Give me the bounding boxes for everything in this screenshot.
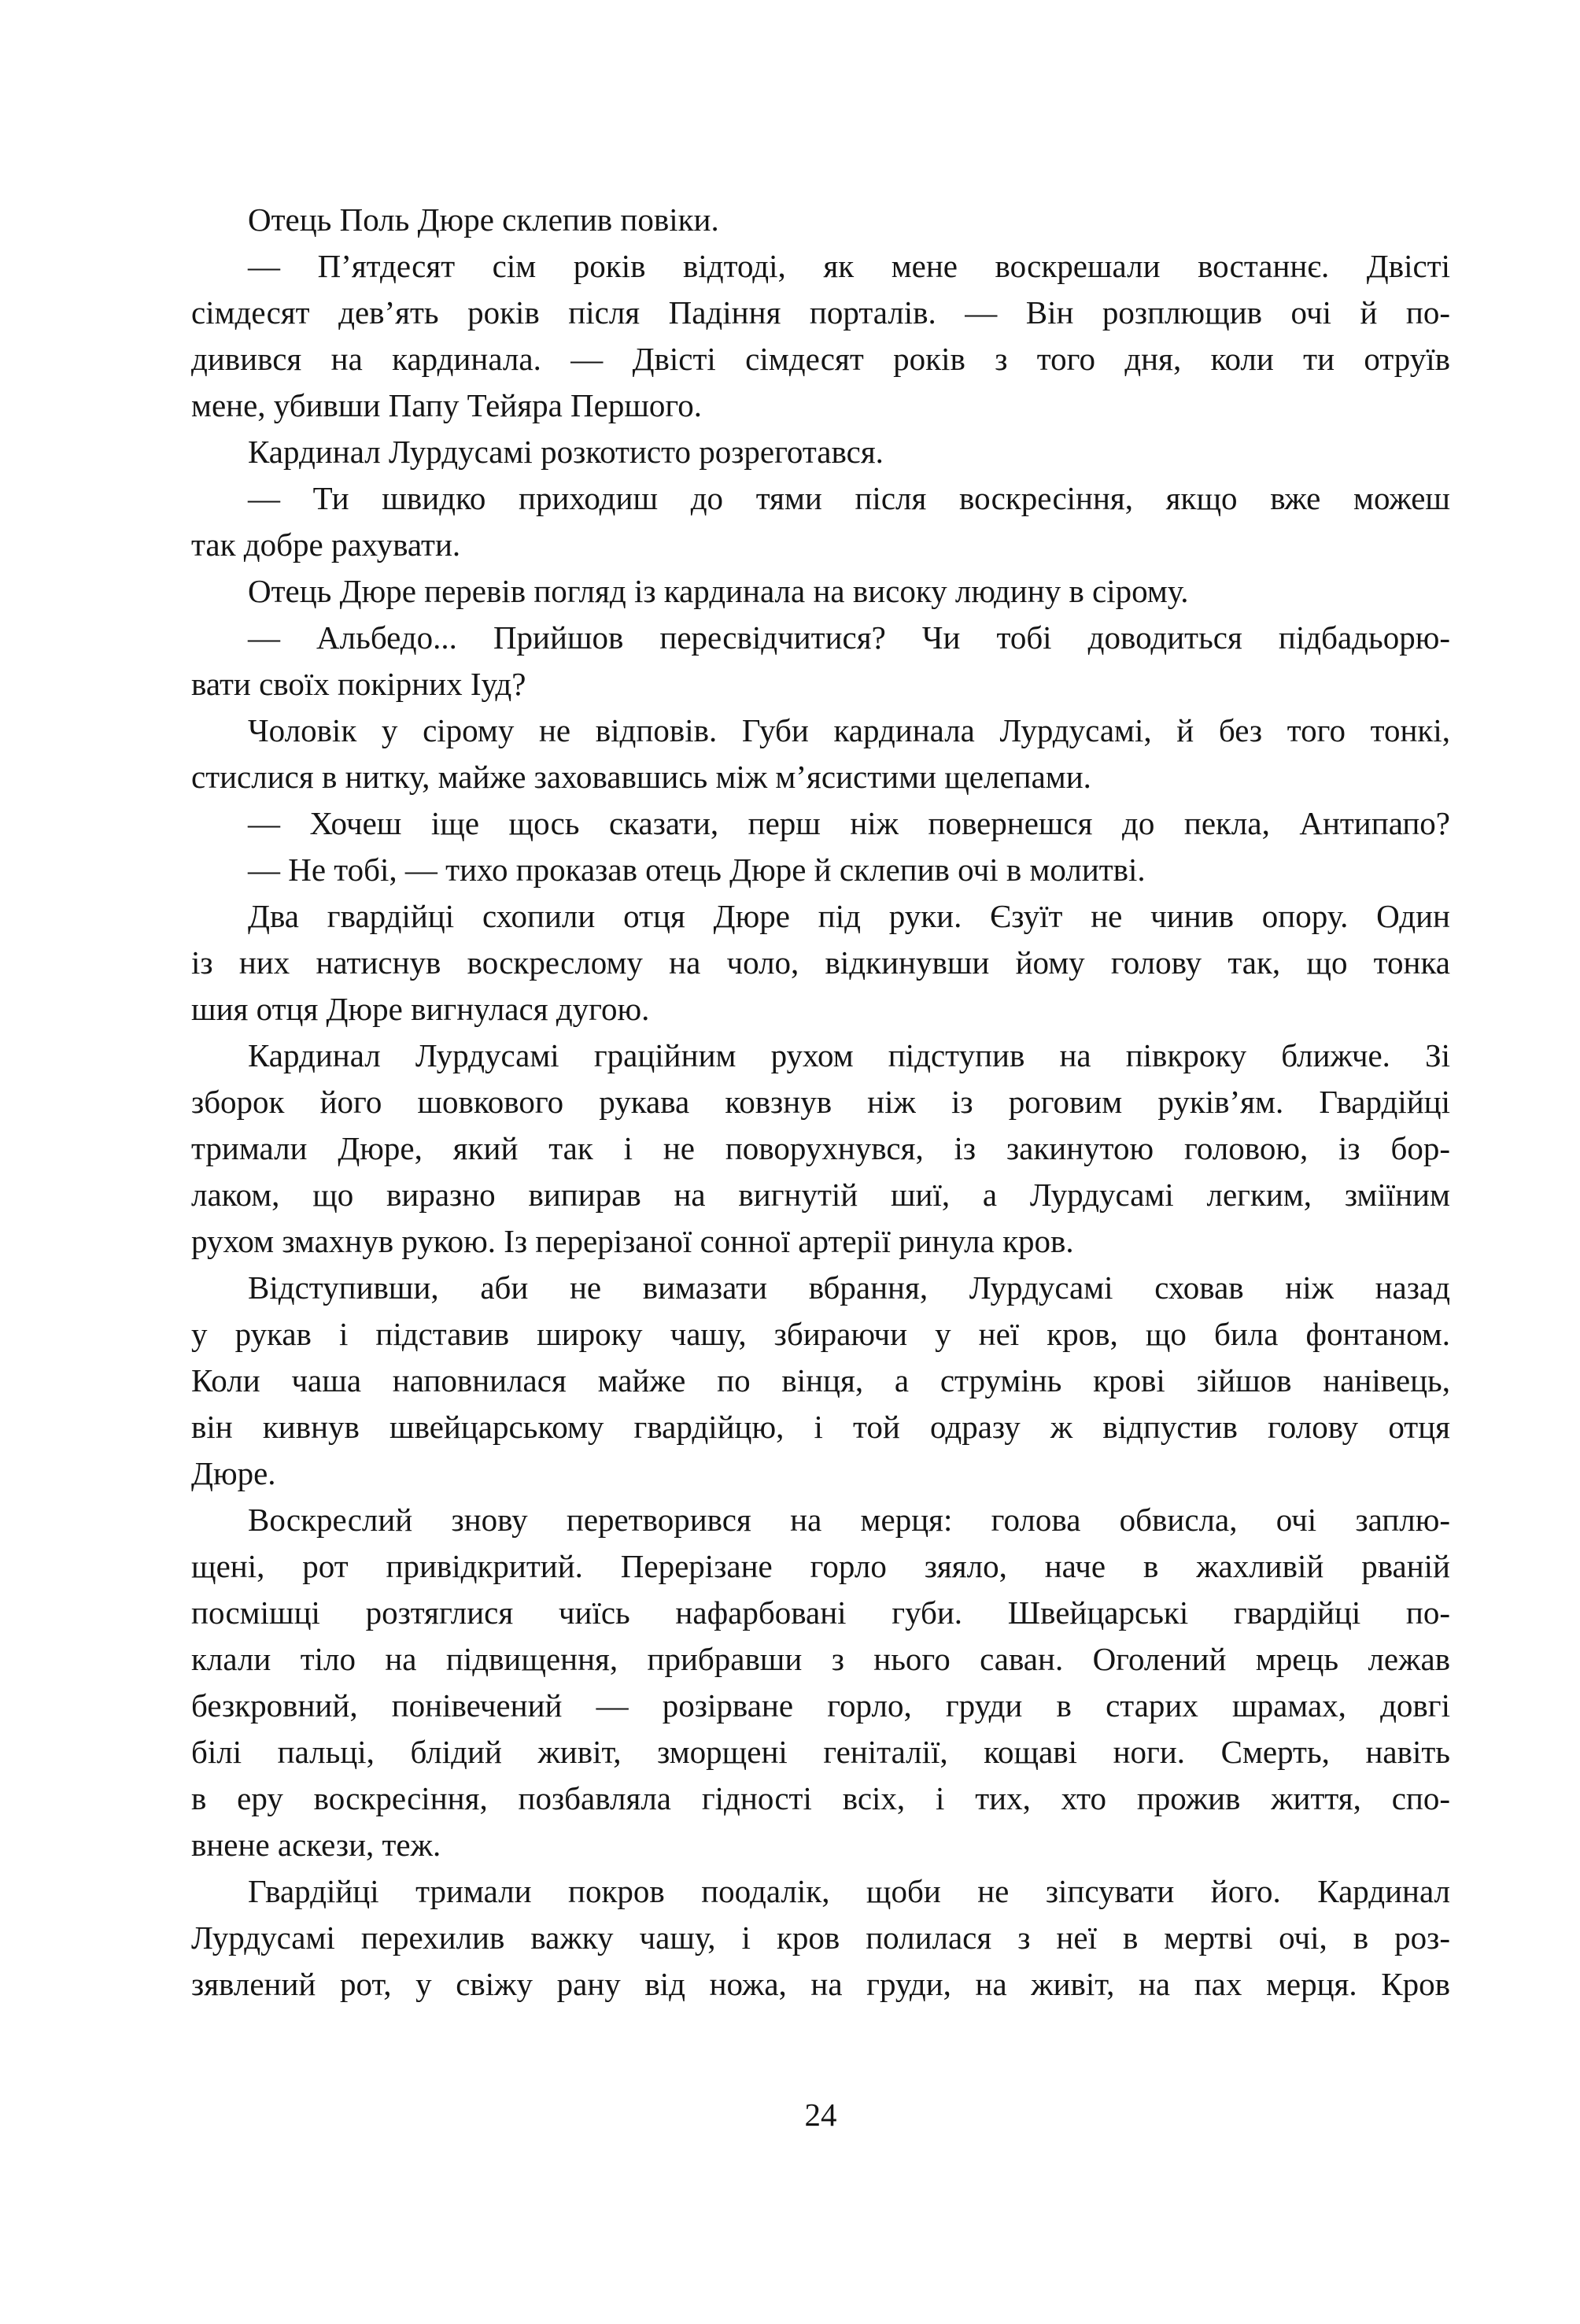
text-line: Коли чаша наповнилася майже по вінця, а струмінь крові зійшов нанівець, xyxy=(191,1362,1450,1398)
text-line: дивився на кардинала. — Двісті сімдесят років з того дня, коли ти отруїв xyxy=(191,341,1450,377)
text-line: шия отця Дюре вигнулася дугою. xyxy=(191,991,650,1027)
text-line: у рукав і підставив широку чашу, збираючи у неї кров, що била фонтаном. xyxy=(191,1316,1450,1352)
text-line: — Ти швидко приходиш до тями після воскресіння, якщо вже можеш xyxy=(248,480,1450,516)
text-line: Отець Поль Дюре склепив повіки. xyxy=(248,201,719,238)
text-line: в еру воскресіння, позбавляла гідності всіх, і тих, хто прожив життя, спо- xyxy=(191,1780,1450,1816)
text-line: клали тіло на підвищення, прибравши з нього саван. Оголений мрець лежав xyxy=(191,1641,1450,1677)
text-line: мене, убивши Папу Тейяра Першого. xyxy=(191,387,702,423)
text-line: Гвардійці тримали покров поодалік, щоби не зіпсувати його. Кардинал xyxy=(248,1873,1450,1909)
text-line: — Хочеш іще щось сказати, перш ніж повернешся до пекла, Антипапо? xyxy=(248,805,1450,841)
text-line: зявлений рот, у свіжу рану від ножа, на груди, на живіт, на пах мерця. Кров xyxy=(191,1966,1450,2002)
text-line: щені, рот привідкритий. Перерізане горло зяяло, наче в жахливій рваній xyxy=(191,1548,1450,1584)
text-line: так добре рахувати. xyxy=(191,527,461,563)
text-line: Відступивши, аби не вимазати вбрання, Лурдусамі сховав ніж назад xyxy=(248,1269,1450,1306)
text-line: — Альбедо... Прийшов пересвідчитися? Чи тобі доводиться підбадьорю- xyxy=(248,619,1450,656)
text-line: Кардинал Лурдусамі розкотисто розреготався. xyxy=(248,434,884,470)
text-line: — П’ятдесят сім років відтоді, як мене воскрешали востаннє. Двісті xyxy=(248,248,1450,284)
text-line: рухом змахнув рукою. Із перерізаної сонної артерії ринула кров. xyxy=(191,1223,1074,1259)
text-line: безкровний, понівечений — розірване горло, груди в старих шрамах, довгі xyxy=(191,1687,1450,1724)
text-line: стислися в нитку, майже заховавшись між м’ясистими щелепами. xyxy=(191,759,1091,795)
text-line: Дюре. xyxy=(191,1455,276,1491)
text-line: він кивнув швейцарському гвардійцю, і той одразу ж відпустив голову отця xyxy=(191,1409,1450,1445)
text-line: Два гвардійці схопили отця Дюре під руки. Єзуїт не чинив опору. Один xyxy=(248,898,1450,934)
text-line: сімдесят дев’ять років після Падіння порталів. — Він розплющив очі й по- xyxy=(191,294,1450,331)
text-line: — Не тобі, — тихо проказав отець Дюре й склепив очі в молитві. xyxy=(248,852,1146,888)
text-line: вати своїх покірних Іуд? xyxy=(191,666,526,702)
text-line: Чоловік у сірому не відповів. Губи кардинала Лурдусамі, й без того тонкі, xyxy=(248,712,1450,748)
text-line: лаком, що виразно випирав на вигнутій шиї, а Лурдусамі легким, зміїним xyxy=(191,1177,1450,1213)
text-line: білі пальці, блідий живіт, зморщені геніталії, кощаві ноги. Смерть, навіть xyxy=(191,1734,1450,1770)
text-line: зборок його шовкового рукава ковзнув ніж із роговим руків’ям. Гвардійці xyxy=(191,1084,1450,1120)
text-line: Воскреслий знову перетворився на мерця: голова обвисла, очі заплю- xyxy=(248,1502,1450,1538)
text-line: внене аскези, теж. xyxy=(191,1827,441,1863)
text-line: посмішці розтяглися чиїсь нафарбовані губи. Швейцарські гвардійці по- xyxy=(191,1594,1450,1631)
page-text-block xyxy=(191,197,1450,2008)
text-line: Кардинал Лурдусамі граційним рухом підступив на півкроку ближче. Зі xyxy=(248,1037,1450,1073)
text-line: із них натиснув воскреслому на чоло, відкинувши йому голову так, що тонка xyxy=(191,944,1450,981)
text-line: Отець Дюре перевів погляд із кардинала на високу людину в сірому. xyxy=(248,573,1189,609)
text-line: тримали Дюре, який так і не поворухнувся, із закинутою головою, із бор- xyxy=(191,1130,1450,1166)
text-line: Лурдусамі перехилив важку чашу, і кров полилася з неї в мертві очі, в роз- xyxy=(191,1919,1450,1956)
page-number: 24 xyxy=(804,2097,837,2133)
